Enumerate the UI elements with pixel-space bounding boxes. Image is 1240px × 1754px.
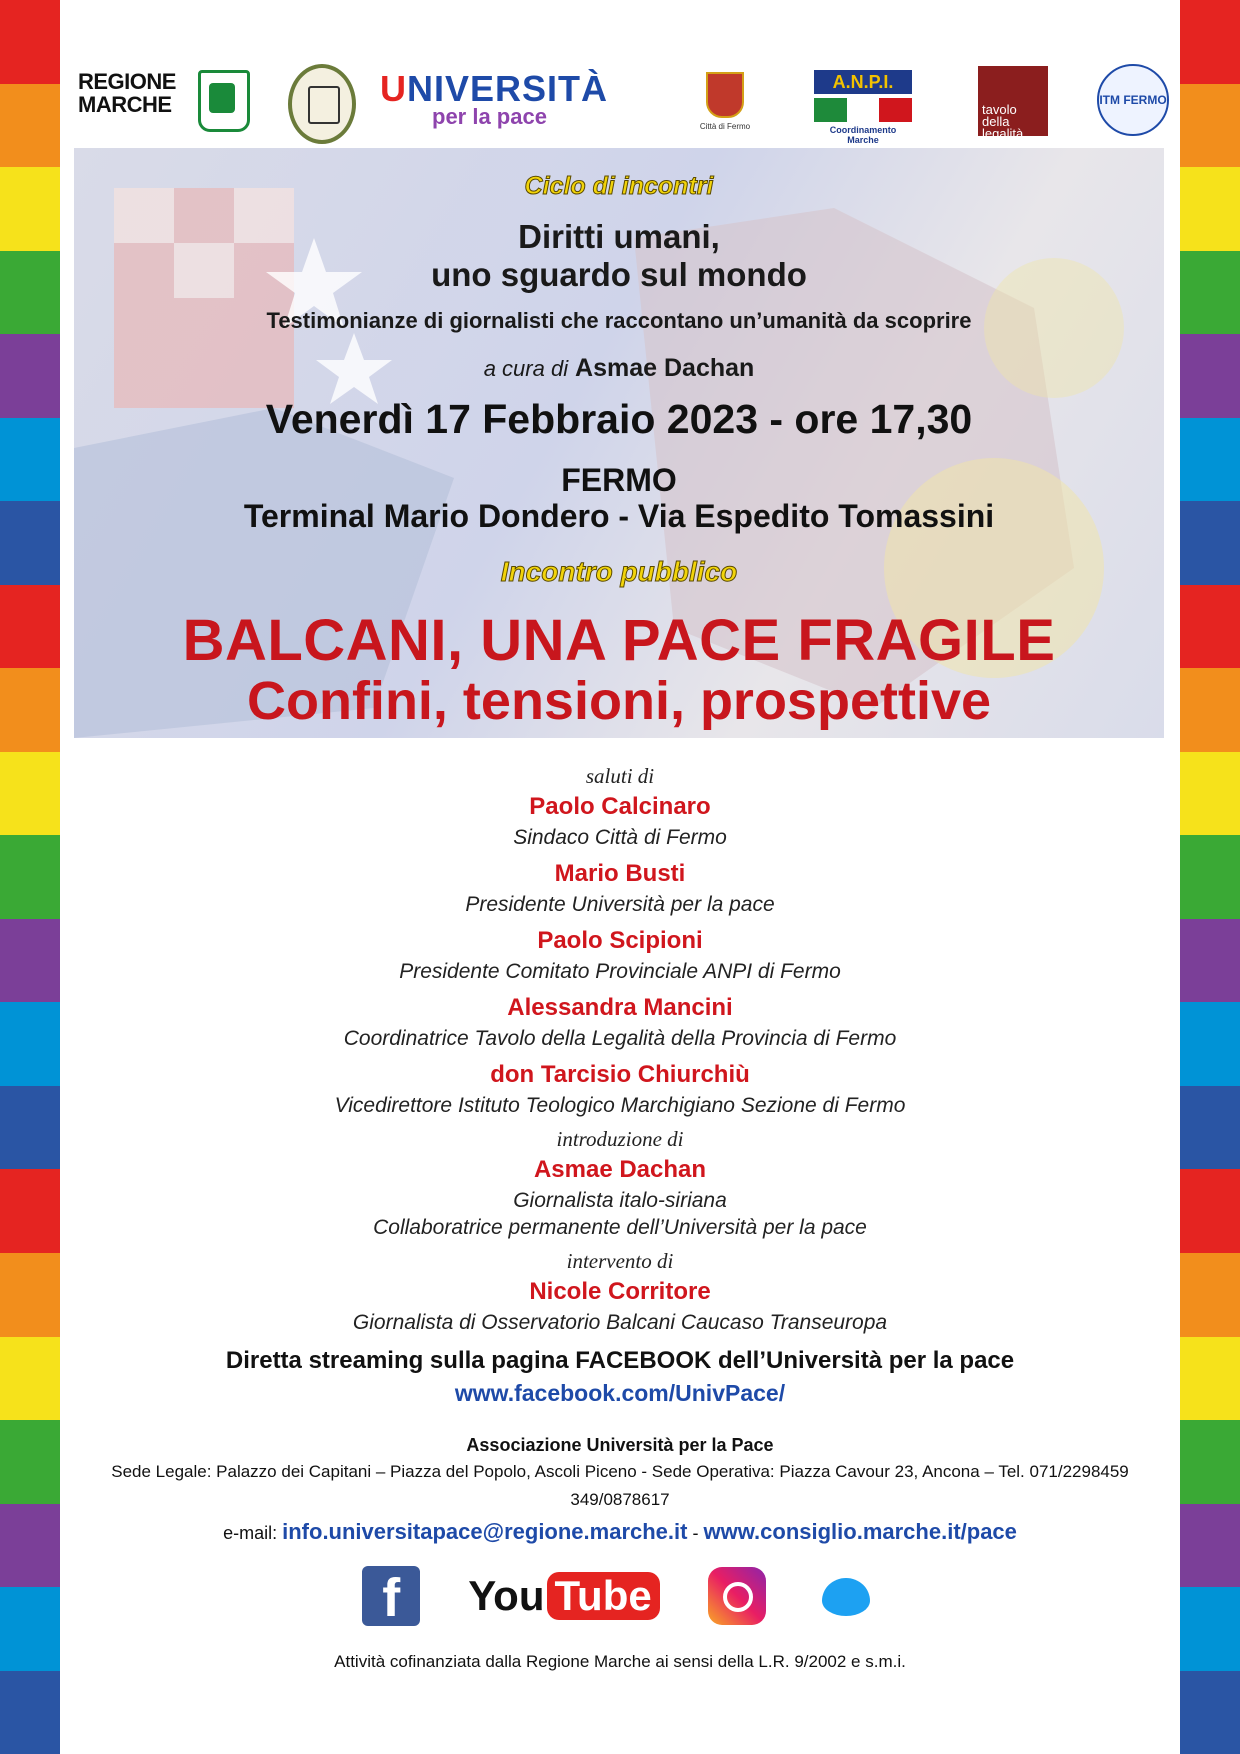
consiglio-regionale-seal-icon [288, 64, 356, 144]
rainbow-stripe-left [0, 0, 60, 1754]
event-type: Incontro pubblico [500, 556, 738, 587]
stripe-band [0, 1169, 60, 1253]
association-address: Sede Legale: Palazzo dei Capitani – Piazza del Popolo, Ascoli Piceno - Sede Operativa: Piazza Cavour 23, Ancona – Tel. 071/2298459 349/0878617 [111, 1462, 1129, 1509]
talk-speaker-name: Nicole Corritore [529, 1278, 711, 1305]
stripe-band [0, 668, 60, 752]
streaming-notice: Diretta streaming sulla pagina FACEBOOK dell’Università per la pace [225, 1347, 1015, 1374]
social-icons [60, 1561, 1180, 1631]
intro-label: introduzione di [556, 1127, 684, 1151]
email-link[interactable]: info.universitapace@regione.marche.it [282, 1519, 688, 1544]
speaker-entry [60, 857, 1180, 918]
intro-speaker-name: Asmae Dachan [533, 1156, 707, 1183]
facebook-link[interactable]: www.facebook.com/UnivPace/ [454, 1380, 786, 1406]
speaker-role: Sindaco Città di Fermo [513, 826, 727, 849]
citta-di-fermo-logo: Città di Fermo [705, 62, 745, 132]
stripe-band [1180, 919, 1240, 1003]
rainbow-stripe-right [1180, 0, 1240, 1754]
stripe-band [0, 1671, 60, 1754]
regione-marche-emblem-icon [198, 70, 250, 132]
stripe-band [0, 84, 60, 168]
stripe-band [1180, 1420, 1240, 1504]
twitter-icon[interactable] [814, 1570, 878, 1622]
speaker-name: Alessandra Mancini [507, 994, 733, 1021]
stripe-band [1180, 1002, 1240, 1086]
cycle-subtitle: Testimonianze di giornalisti che raccontano un’umanità da scoprire [266, 308, 972, 333]
stripe-band [1180, 1587, 1240, 1671]
association-name: Associazione Università per la Pace [466, 1435, 774, 1455]
regione-marche-logo: REGIONE MARCHE [78, 69, 176, 117]
stripe-band [0, 1002, 60, 1086]
stripe-band [0, 1587, 60, 1671]
speaker-entry [60, 1058, 1180, 1119]
speaker-role: Coordinatrice Tavolo della Legalità della Provincia di Fermo [343, 1027, 897, 1050]
stripe-band [0, 0, 60, 84]
logo-bar [70, 58, 1170, 153]
stripe-band [0, 501, 60, 585]
contact-line: e-mail: info.universitapace@regione.marche.it - www.consiglio.marche.it/pace [223, 1519, 1017, 1544]
speaker-entry [60, 924, 1180, 985]
funding-note: Attività cofinanziata dalla Regione Marche ai sensi della L.R. 9/2002 e s.m.i. [334, 1652, 906, 1671]
event-headline-sub: Confini, tensioni, prospettive [246, 671, 992, 731]
stripe-band [1180, 167, 1240, 251]
speaker-role: Presidente Università per la pace [465, 893, 775, 916]
intro-speaker-role-2: Collaboratrice permanente dell’Università per la pace [373, 1216, 867, 1239]
stripe-band [1180, 1337, 1240, 1421]
stripe-band [1180, 1504, 1240, 1588]
cycle-label: Ciclo di incontri [524, 172, 714, 200]
tavolo-legalita-logo: tavolo della legalità [978, 66, 1048, 136]
stripe-band [0, 167, 60, 251]
stripe-band [0, 919, 60, 1003]
fermo-crest-icon [706, 72, 744, 118]
cycle-title: Diritti umani, uno sguardo sul mondo [431, 218, 807, 293]
event-banner [74, 148, 1164, 738]
instagram-icon[interactable] [708, 1567, 766, 1625]
stripe-band [0, 1420, 60, 1504]
stripe-band [0, 1253, 60, 1337]
stripe-band [1180, 1253, 1240, 1337]
stripe-band [1180, 668, 1240, 752]
stripe-band [0, 1504, 60, 1588]
speaker-name: Mario Busti [554, 860, 686, 887]
stripe-band [0, 1337, 60, 1421]
event-headline: BALCANI, UNA PACE FRAGILE [182, 608, 1056, 673]
stripe-band [1180, 251, 1240, 335]
stripe-band [0, 334, 60, 418]
curator-line: a cura di Asmae Dachan [483, 354, 755, 382]
greetings-label: saluti di [585, 764, 655, 788]
talk-speaker-role: Giornalista di Osservatorio Balcani Caucaso Transeuropa [352, 1311, 888, 1334]
stripe-band [0, 752, 60, 836]
anpi-logo: A.N.P.I. Coordinamento Marche [814, 70, 912, 145]
speaker-name: Paolo Scipioni [537, 927, 703, 954]
talk-label: intervento di [566, 1249, 674, 1273]
intro-speaker-role: Giornalista italo-siriana [513, 1189, 727, 1212]
stripe-band [0, 251, 60, 335]
itm-fermo-logo: ITM FERMO [1097, 64, 1169, 136]
stripe-band [1180, 418, 1240, 502]
stripe-band [0, 585, 60, 669]
stripe-band [1180, 1169, 1240, 1253]
stripe-band [1180, 585, 1240, 669]
stripe-band [1180, 84, 1240, 168]
speaker-name: Paolo Calcinaro [529, 793, 711, 820]
stripe-band [0, 835, 60, 919]
program [60, 762, 1180, 1675]
speaker-entry [60, 790, 1180, 851]
event-date: Venerdì 17 Febbraio 2023 - ore 17,30 [265, 396, 973, 442]
stripe-band [1180, 334, 1240, 418]
universita-per-la-pace-logo: UNIVERSITÀ per la pace [380, 68, 609, 129]
stripe-band [1180, 1671, 1240, 1754]
stripe-band [1180, 835, 1240, 919]
stripe-band [1180, 0, 1240, 84]
stripe-band [1180, 1086, 1240, 1170]
website-link[interactable]: www.consiglio.marche.it/pace [703, 1519, 1017, 1544]
speaker-role: Vicedirettore Istituto Teologico Marchigiano Sezione di Fermo [334, 1094, 906, 1117]
stripe-band [0, 1086, 60, 1170]
facebook-icon[interactable]: f [362, 1566, 420, 1626]
stripe-band [1180, 501, 1240, 585]
speaker-name: don Tarcisio Chiurchiù [490, 1061, 750, 1088]
youtube-icon[interactable]: You Tube [468, 1572, 659, 1620]
speaker-role: Presidente Comitato Provinciale ANPI di Fermo [399, 960, 841, 983]
stripe-band [1180, 752, 1240, 836]
event-location: FERMO Terminal Mario Dondero - Via Espedito Tomassini [243, 462, 995, 534]
speaker-entry [60, 991, 1180, 1052]
stripe-band [0, 418, 60, 502]
